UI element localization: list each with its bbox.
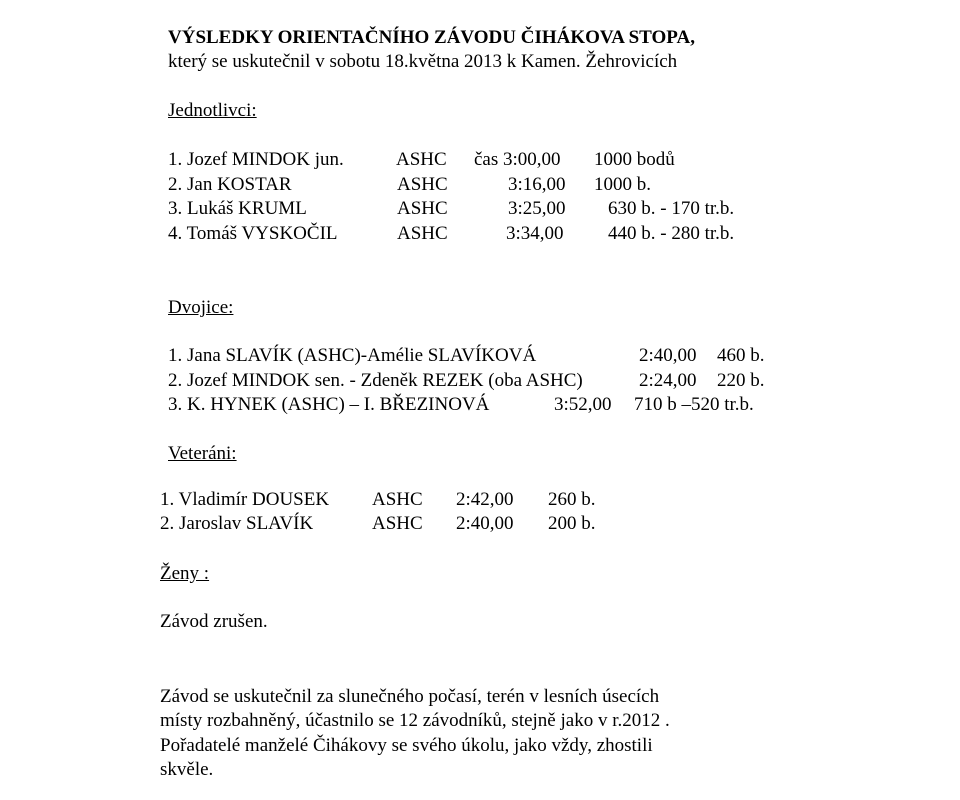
table-row — [160, 488, 640, 512]
entrant-name: 1. Jozef MINDOK jun. — [168, 149, 344, 170]
entrant-points: 260 b. — [548, 489, 596, 510]
pair-points: 220 b. — [717, 370, 765, 391]
entrant-points: 440 b. - 280 tr.b. — [608, 223, 735, 244]
table-row — [168, 197, 868, 221]
entrant-name: 2. Jan KOSTAR — [168, 174, 292, 195]
entrant-time: 3:25,00 — [508, 198, 566, 219]
table-row — [168, 369, 808, 393]
entrant-time: 2:42,00 — [456, 489, 514, 510]
pair-names: 1. Jana SLAVÍK (ASHC)-Amélie SLAVÍKOVÁ — [168, 345, 537, 366]
pair-time: 2:40,00 — [639, 345, 697, 366]
entrant-points: 630 b. - 170 tr.b. — [608, 198, 735, 219]
entrant-time: 2:40,00 — [456, 513, 514, 534]
closing-paragraph-line: Pořadatelé manželé Čihákovy se svého úkolu, jako vždy, zhostili — [160, 735, 653, 756]
entrant-points: 200 b. — [548, 513, 596, 534]
document-subtitle: který se uskutečnil v sobotu 18.května 2013 k Kamen. Žehrovicích — [168, 51, 678, 72]
closing-paragraph-line: skvěle. — [160, 759, 214, 780]
pair-names: 3. K. HYNEK (ASHC) – I. BŘEZINOVÁ — [168, 394, 490, 415]
entrant-time: 3:16,00 — [508, 174, 566, 195]
entrant-time: 3:34,00 — [506, 223, 564, 244]
entrant-club: ASHC — [372, 513, 423, 534]
section-heading-veterani: Veteráni: — [168, 443, 237, 464]
table-row — [168, 393, 808, 417]
entrant-points: 1000 bodů — [594, 149, 675, 170]
entrant-name: 4. Tomáš VYSKOČIL — [168, 223, 338, 244]
pair-names: 2. Jozef MINDOK sen. - Zdeněk REZEK (oba ASHC) — [168, 370, 583, 391]
entrant-club: ASHC — [397, 198, 448, 219]
table-row — [168, 344, 808, 368]
section-heading-dvojice: Dvojice: — [168, 297, 234, 318]
entrant-time: čas 3:00,00 — [474, 149, 561, 170]
entrant-points: 1000 b. — [594, 174, 651, 195]
entrant-name: 1. Vladimír DOUSEK — [160, 489, 330, 510]
closing-paragraph-line: místy rozbahněný, účastnilo se 12 závodníků, stejně jako v r.2012 . — [160, 710, 670, 731]
section-heading-jednotlivci: Jednotlivci: — [168, 100, 257, 121]
pair-points: 460 b. — [717, 345, 765, 366]
pair-time: 3:52,00 — [554, 394, 612, 415]
table-row — [168, 148, 868, 172]
entrant-name: 3. Lukáš KRUML — [168, 198, 307, 219]
table-row — [168, 222, 868, 246]
entrant-name: 2. Jaroslav SLAVÍK — [160, 513, 314, 534]
entrant-club: ASHC — [397, 223, 448, 244]
entrant-club: ASHC — [396, 149, 447, 170]
table-row — [168, 173, 868, 197]
race-cancelled-note: Závod zrušen. — [160, 611, 268, 632]
section-heading-zeny: Ženy : — [160, 563, 210, 584]
document-title: VÝSLEDKY ORIENTAČNÍHO ZÁVODU ČIHÁKOVA STOPA, — [168, 27, 695, 48]
entrant-club: ASHC — [397, 174, 448, 195]
table-row — [160, 512, 640, 536]
pair-time: 2:24,00 — [639, 370, 697, 391]
pair-points: 710 b –520 tr.b. — [634, 394, 754, 415]
closing-paragraph-line: Závod se uskutečnil za slunečného počasí, terén v lesních úsecích — [160, 686, 660, 707]
entrant-club: ASHC — [372, 489, 423, 510]
